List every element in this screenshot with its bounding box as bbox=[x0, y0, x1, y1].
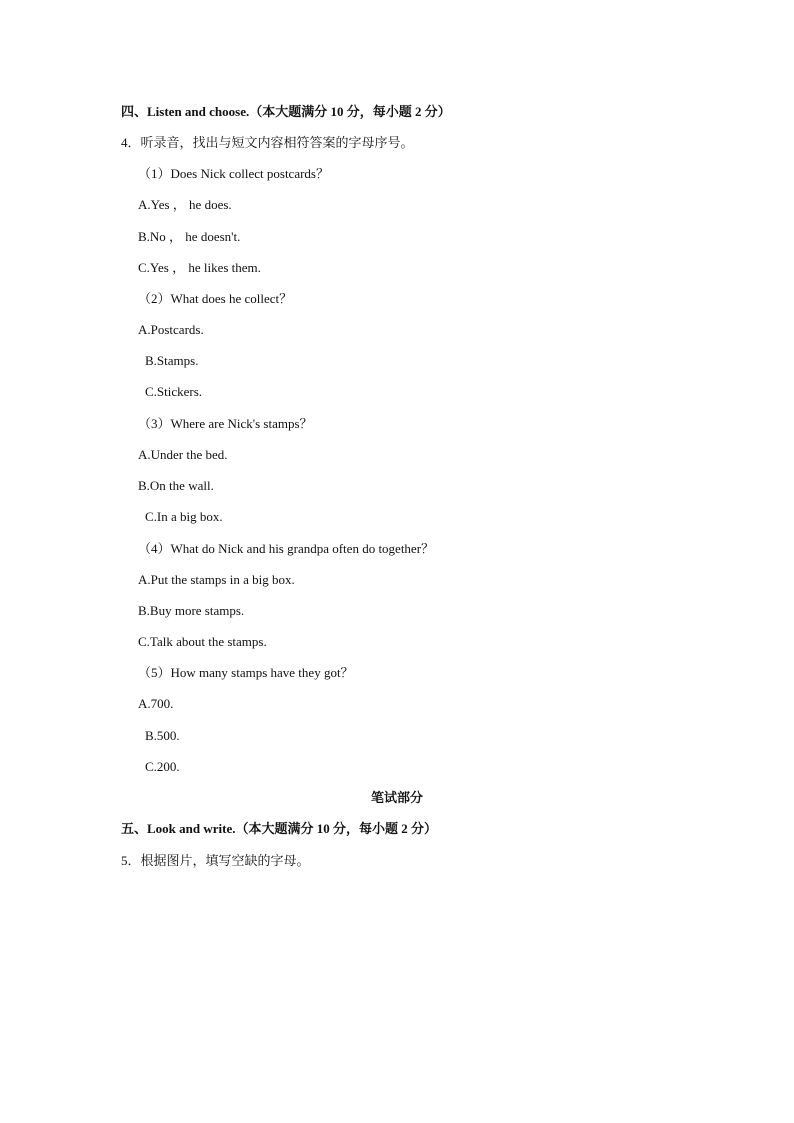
question-4: （4）What do Nick and his grandpa often do together？ bbox=[138, 541, 435, 556]
question-3: （3）Where are Nick's stamps？ bbox=[138, 416, 313, 431]
section-4-title: 四、Listen and choose.（本大题满分 10 分，每小题 2 分） bbox=[121, 104, 451, 119]
question-1: （1）Does Nick collect postcards？ bbox=[138, 166, 329, 181]
section-5-title: 五、Look and write.（本大题满分 10 分，每小题 2 分） bbox=[121, 821, 437, 836]
section-5-instruction: 5．根据图片，填写空缺的字母。 bbox=[121, 853, 310, 868]
question-5: （5）How many stamps have they got？ bbox=[138, 665, 354, 680]
written-part-heading: 笔试部分 bbox=[370, 790, 423, 805]
question-4-option-b: B.Buy more stamps. bbox=[138, 603, 245, 618]
question-3-option-c: C.In a big box. bbox=[145, 509, 223, 524]
section-4-instruction: 4．听录音，找出与短文内容相符答案的字母序号。 bbox=[121, 135, 414, 150]
question-2-option-a: A.Postcards. bbox=[138, 322, 204, 337]
question-2: （2）What does he collect？ bbox=[138, 291, 293, 306]
question-2-option-b: B.Stamps. bbox=[145, 353, 199, 368]
question-1-option-a: A.Yes ， he does. bbox=[138, 197, 232, 212]
question-5-option-a: A.700. bbox=[138, 696, 174, 711]
question-4-option-a: A.Put the stamps in a big box. bbox=[138, 572, 295, 587]
question-2-option-c: C.Stickers. bbox=[145, 384, 203, 399]
question-3-option-a: A.Under the bed. bbox=[138, 447, 228, 462]
question-5-option-c: C.200. bbox=[145, 759, 180, 774]
question-4-option-c: C.Talk about the stamps. bbox=[138, 634, 267, 649]
question-1-option-c: C.Yes ， he likes them. bbox=[138, 260, 261, 275]
question-5-option-b: B.500. bbox=[145, 728, 180, 743]
question-3-option-b: B.On the wall. bbox=[138, 478, 214, 493]
question-1-option-b: B.No ， he doesn't. bbox=[138, 229, 241, 244]
